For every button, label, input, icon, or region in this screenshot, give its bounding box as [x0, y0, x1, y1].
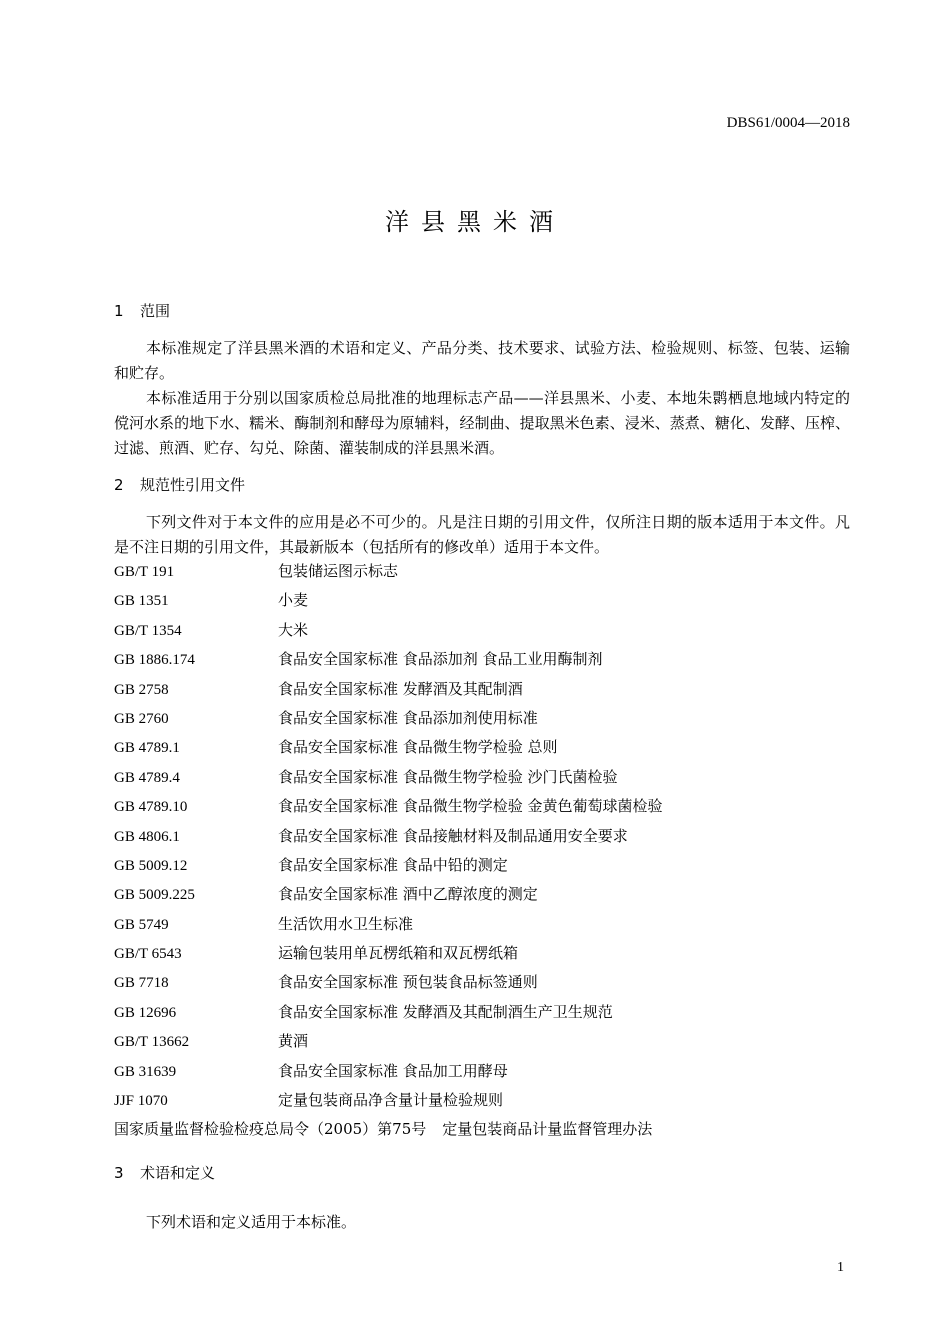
reference-code: GB 2760 — [114, 710, 169, 727]
reference-code: 国家质量监督检验检疫总局令（2005）第75号 — [114, 1120, 427, 1139]
reference-title: 食品安全国家标准 发酵酒及其配制酒生产卫生规范 — [278, 1002, 613, 1021]
reference-title: 小麦 — [278, 591, 309, 610]
standard-code: DBS61/0004—2018 — [726, 115, 850, 131]
reference-code: GB 5009.12 — [114, 857, 188, 874]
reference-title: 食品安全国家标准 食品添加剂 食品工业用酶制剂 — [278, 650, 603, 669]
reference-code: GB/T 1354 — [114, 622, 182, 639]
paragraph: 下列术语和定义适用于本标准。 — [146, 1213, 357, 1231]
reference-row — [114, 616, 850, 645]
section-1-heading — [114, 300, 170, 321]
reference-title: 黄酒 — [278, 1032, 309, 1051]
paragraph: 本标准适用于分别以国家质检总局批准的地理标志产品——洋县黑米、小麦、本地朱鹮栖息地域内特定的傥河水系的地下水、糯米、酶制剂和酵母为原辅料，经制曲、提取黑米色素、浸米、蒸煮、糖化、发酵、压榨、过滤、煎酒、贮存、勾兑、除菌、灌装制成的洋县黑米酒。 — [114, 389, 850, 457]
document-title: 洋县黑米酒 — [385, 208, 565, 236]
reference-title: 食品安全国家标准 食品微生物学检验 沙门氏菌检验 — [278, 767, 618, 786]
page-number: 1 — [837, 1260, 844, 1275]
reference-row — [114, 968, 850, 997]
reference-code: GB 1351 — [114, 593, 169, 610]
reference-code: GB 7718 — [114, 975, 169, 992]
reference-row — [114, 704, 850, 733]
section-3-heading — [114, 1162, 215, 1183]
reference-row — [114, 939, 850, 968]
reference-code: GB 4789.1 — [114, 740, 180, 757]
reference-code: GB 5009.225 — [114, 887, 195, 904]
reference-code: GB/T 6543 — [114, 946, 182, 963]
reference-code: GB 1886.174 — [114, 652, 195, 669]
section-2-heading — [114, 474, 245, 495]
reference-code: GB/T 191 — [114, 564, 175, 580]
reference-title: 食品安全国家标准 食品微生物学检验 金黄色葡萄球菌检验 — [278, 797, 663, 816]
reference-code: GB 5749 — [114, 916, 169, 933]
section-title: 规范性引用文件 — [140, 476, 246, 494]
paragraph: 下列文件对于本文件的应用是必不可少的。凡是注日期的引用文件，仅所注日期的版本适用于本文件。凡是不注日期的引用文件，其最新版本（包括所有的修改单）适用于本文件。 — [114, 513, 850, 556]
reference-row — [114, 733, 850, 762]
reference-code: GB 4806.1 — [114, 828, 180, 845]
reference-title: 定量包装商品计量监督管理办法 — [442, 1120, 653, 1139]
reference-row — [114, 1115, 850, 1144]
reference-title: 大米 — [278, 620, 309, 639]
section-title: 范围 — [140, 302, 171, 320]
reference-title: 食品安全国家标准 食品添加剂使用标准 — [278, 708, 538, 727]
reference-row — [114, 851, 850, 880]
paragraph: 本标准规定了洋县黑米酒的术语和定义、产品分类、技术要求、试验方法、检验规则、标签、包装、运输和贮存。 — [114, 339, 850, 382]
reference-title: 食品安全国家标准 食品接触材料及制品通用安全要求 — [278, 826, 628, 845]
reference-row — [114, 557, 850, 586]
reference-row — [114, 763, 850, 792]
section-number: 3 — [114, 1164, 124, 1182]
reference-code: GB 12696 — [114, 1004, 177, 1021]
reference-title: 食品安全国家标准 食品中铅的测定 — [278, 855, 508, 874]
section-number: 1 — [114, 302, 124, 320]
section-number: 2 — [114, 476, 124, 494]
reference-code: GB 4789.4 — [114, 769, 180, 786]
reference-title: 定量包装商品净含量计量检验规则 — [278, 1091, 504, 1110]
reference-row — [114, 880, 850, 909]
reference-row — [114, 998, 850, 1027]
reference-title: 食品安全国家标准 预包装食品标签通则 — [278, 973, 538, 992]
reference-title: 食品安全国家标准 食品微生物学检验 总则 — [278, 738, 558, 757]
reference-title: 食品安全国家标准 酒中乙醇浓度的测定 — [278, 885, 538, 904]
reference-code: JJF 1070 — [114, 1093, 168, 1110]
reference-title: 包装储运图示标志 — [278, 562, 399, 580]
reference-title: 食品安全国家标准 食品加工用酵母 — [278, 1061, 508, 1080]
section-title: 术语和定义 — [140, 1164, 216, 1182]
reference-code: GB 2758 — [114, 681, 169, 698]
reference-code: GB 4789.10 — [114, 799, 188, 816]
reference-row — [114, 675, 850, 704]
reference-list — [114, 557, 850, 1145]
reference-row — [114, 910, 850, 939]
reference-row — [114, 1086, 850, 1115]
reference-row — [114, 792, 850, 821]
reference-row — [114, 822, 850, 851]
reference-title: 运输包装用单瓦楞纸箱和双瓦楞纸箱 — [278, 944, 519, 963]
reference-row — [114, 586, 850, 615]
reference-row — [114, 1027, 850, 1056]
reference-row — [114, 1057, 850, 1086]
reference-title: 食品安全国家标准 发酵酒及其配制酒 — [278, 679, 523, 698]
reference-title: 生活饮用水卫生标准 — [278, 914, 414, 933]
reference-row — [114, 645, 850, 674]
reference-code: GB 31639 — [114, 1063, 177, 1080]
reference-code: GB/T 13662 — [114, 1034, 190, 1051]
